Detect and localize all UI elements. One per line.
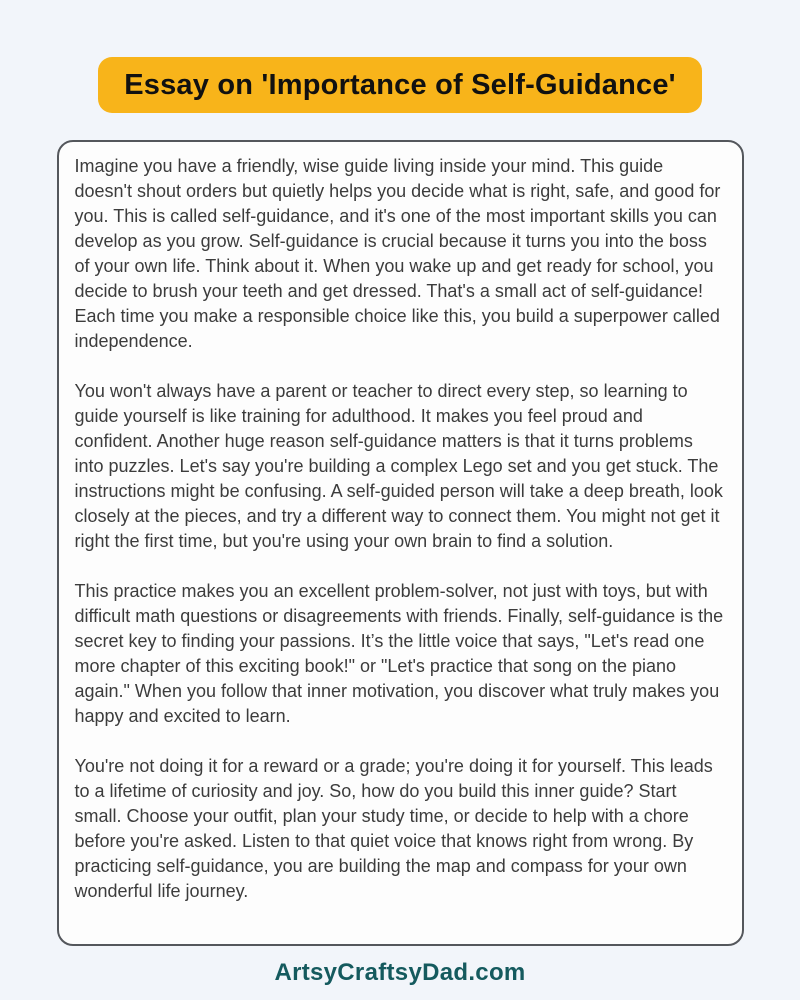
essay-paragraph-3: This practice makes you an excellent problem-solver, not just with toys, but with difficult math questions or disagreements with friends. Finally, self-guidance is the secret key to finding your passions. It’s the little voice that says, "Let's read one more chapter of this exciting book!" or "Let's practice that song on the piano again." When you follow that inner motivation, you discover what truly makes you happy and excited to learn. [74, 581, 724, 726]
page-title: Essay on 'Importance of Self-Guidance' [124, 69, 676, 101]
site-name: ArtsyCraftsyDad.com [274, 959, 526, 986]
essay-paragraph-1: Imagine you have a friendly, wise guide living inside your mind. This guide doesn't shout orders but quietly helps you decide what is right, safe, and good for you. This is called self-guidance, and it's one of the most important skills you can develop as you grow. Self-guidance is crucial because it turns you into the boss of your own life. Think about it. When you wake up and get ready for school, you decide to brush your teeth and get dressed. That's a small act of self-guidance! Each time you make a responsible choice like this, you build a superpower called independence. [74, 156, 721, 351]
essay-paragraph-4: You're not doing it for a reward or a grade; you're doing it for yourself. This leads to a lifetime of curiosity and joy. So, how do you build this inner guide? Start small. Choose your outfit, plan your study time, or decide to help with a chore before you're asked. Listen to that quiet voice that knows right from wrong. By practicing self-guidance, you are building the map and compass for your own wonderful life journey. [74, 756, 713, 901]
essay-paragraph-2: You won't always have a parent or teacher to direct every step, so learning to guide yourself is like training for adulthood. It makes you feel proud and confident. Another huge reason self-guidance matters is that it turns problems into puzzles. Let's say you're building a complex Lego set and you get stuck. The instructions might be confusing. A self-guided person will take a deep breath, look closely at the pieces, and try a different way to connect them. You might not get it right the first time, but you're using your own brain to find a solution. [74, 381, 723, 551]
essay-card [57, 140, 744, 946]
title-banner [98, 57, 702, 113]
